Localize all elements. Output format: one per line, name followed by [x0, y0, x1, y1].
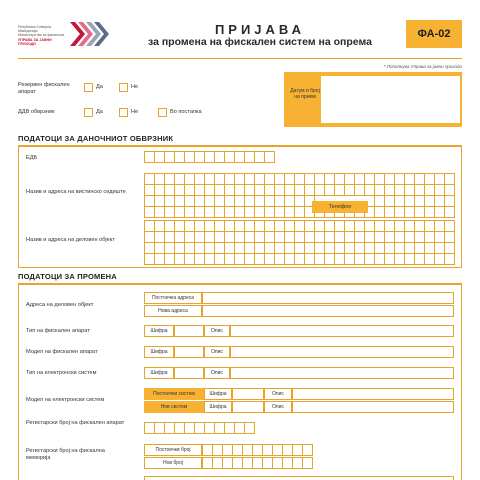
reg-device-cell[interactable]: [244, 422, 255, 434]
vat-procedure-label: Во постапка: [170, 109, 202, 115]
device-type-label: Тип на фискален апарат: [26, 328, 90, 334]
vat-no-label: Не: [131, 109, 139, 115]
form-code-badge: ФА-02: [406, 20, 462, 48]
business-object-cell[interactable]: [444, 253, 455, 265]
existing-number-label: Постоечки број: [144, 444, 202, 456]
logo-line-1: Република Северна Македонија: [18, 25, 52, 34]
new-address-label: Нова адреса: [144, 305, 202, 317]
device-model-code-label: Шифра: [144, 346, 174, 358]
new-system-desc-input[interactable]: [292, 401, 454, 413]
vat-yes-label: Да: [96, 109, 103, 115]
edb-cell[interactable]: [264, 151, 275, 163]
existing-address-input[interactable]: [202, 292, 454, 304]
existing-system-desc-input[interactable]: [292, 388, 454, 400]
edb-label: ЕДБ: [26, 155, 38, 161]
reg-device-label: Регистарски број на фискален апарат: [26, 420, 125, 426]
device-type-desc-label: Опис: [204, 325, 230, 337]
form-subtitle: за промена на фискален систем на опрема: [148, 36, 372, 48]
logo-line-2: Министерство за финансии: [18, 33, 65, 38]
logo-text: [18, 25, 68, 46]
system-model-label: Модел на електронски систем: [26, 397, 105, 403]
reserve-yes-label: Да: [96, 84, 103, 90]
hq-cell[interactable]: [444, 206, 455, 218]
system-type-label: Тип на електронски систем: [26, 370, 97, 376]
business-object-label: Назив и адреса на деловен објект: [26, 237, 115, 243]
new-system-label: Нов систем: [144, 401, 204, 413]
device-model-code-input[interactable]: [174, 346, 204, 358]
reserve-no-label: Не: [131, 84, 139, 90]
change-section-title: ПОДАТОЦИ ЗА ПРОМЕНА: [18, 272, 117, 281]
reserve-yes-checkbox[interactable]: [84, 83, 93, 92]
reg-memory-label: Регистарски број на фискална меморија: [26, 448, 105, 461]
new-number-cell[interactable]: [302, 457, 313, 469]
next-row-field[interactable]: [144, 476, 454, 480]
existing-number-cell[interactable]: [302, 444, 313, 456]
device-type-code-input[interactable]: [174, 325, 204, 337]
existing-system-code-label: Шифра: [204, 388, 232, 400]
taxpayer-section-title: ПОДАТОЦИ ЗА ДАНОЧНИОТ ОБВРЗНИК: [18, 134, 174, 143]
receipt-stamp-field[interactable]: [321, 76, 460, 123]
system-type-code-label: Шифра: [144, 367, 174, 379]
device-type-desc-input[interactable]: [230, 325, 454, 337]
vat-procedure-checkbox[interactable]: [158, 108, 167, 117]
system-type-desc-label: Опис: [204, 367, 230, 379]
hq-label: Назив и адреса на вистинско седиште: [26, 189, 126, 195]
reserve-no-checkbox[interactable]: [119, 83, 128, 92]
vat-yes-checkbox[interactable]: [84, 108, 93, 117]
system-type-code-input[interactable]: [174, 367, 204, 379]
address-change-label: Адреса на деловен објект: [26, 302, 94, 308]
new-number-label: Нов број: [144, 457, 202, 469]
receipt-stamp-label: Датум и број на прием: [290, 88, 320, 100]
existing-address-label: Постоечка адреса: [144, 292, 202, 304]
new-system-desc-label: Опис: [264, 401, 292, 413]
new-address-input[interactable]: [202, 305, 454, 317]
existing-system-desc-label: Опис: [264, 388, 292, 400]
system-type-desc-input[interactable]: [230, 367, 454, 379]
new-system-code-input[interactable]: [232, 401, 264, 413]
phone-label: Телефон: [312, 201, 368, 213]
reserve-device-label: Резервен фискален апарат: [18, 82, 70, 95]
form-title: ПРИЈАВА: [214, 22, 306, 37]
new-system-code-label: Шифра: [204, 401, 232, 413]
logo-line-3: УПРАВА ЗА ЈАВНИ ПРИХОДИ: [18, 37, 52, 46]
device-model-desc-label: Опис: [204, 346, 230, 358]
vat-payer-label: ДДВ обврзник: [18, 109, 55, 115]
office-note: * Пополнува Управа за јавни приходи: [383, 64, 462, 69]
device-type-code-label: Шифра: [144, 325, 174, 337]
vat-no-checkbox[interactable]: [119, 108, 128, 117]
device-model-label: Модел на фискален апарат: [26, 349, 98, 355]
existing-system-label: Постоечки систем: [144, 388, 204, 400]
header-divider: [18, 58, 462, 59]
existing-system-code-input[interactable]: [232, 388, 264, 400]
device-model-desc-input[interactable]: [230, 346, 454, 358]
